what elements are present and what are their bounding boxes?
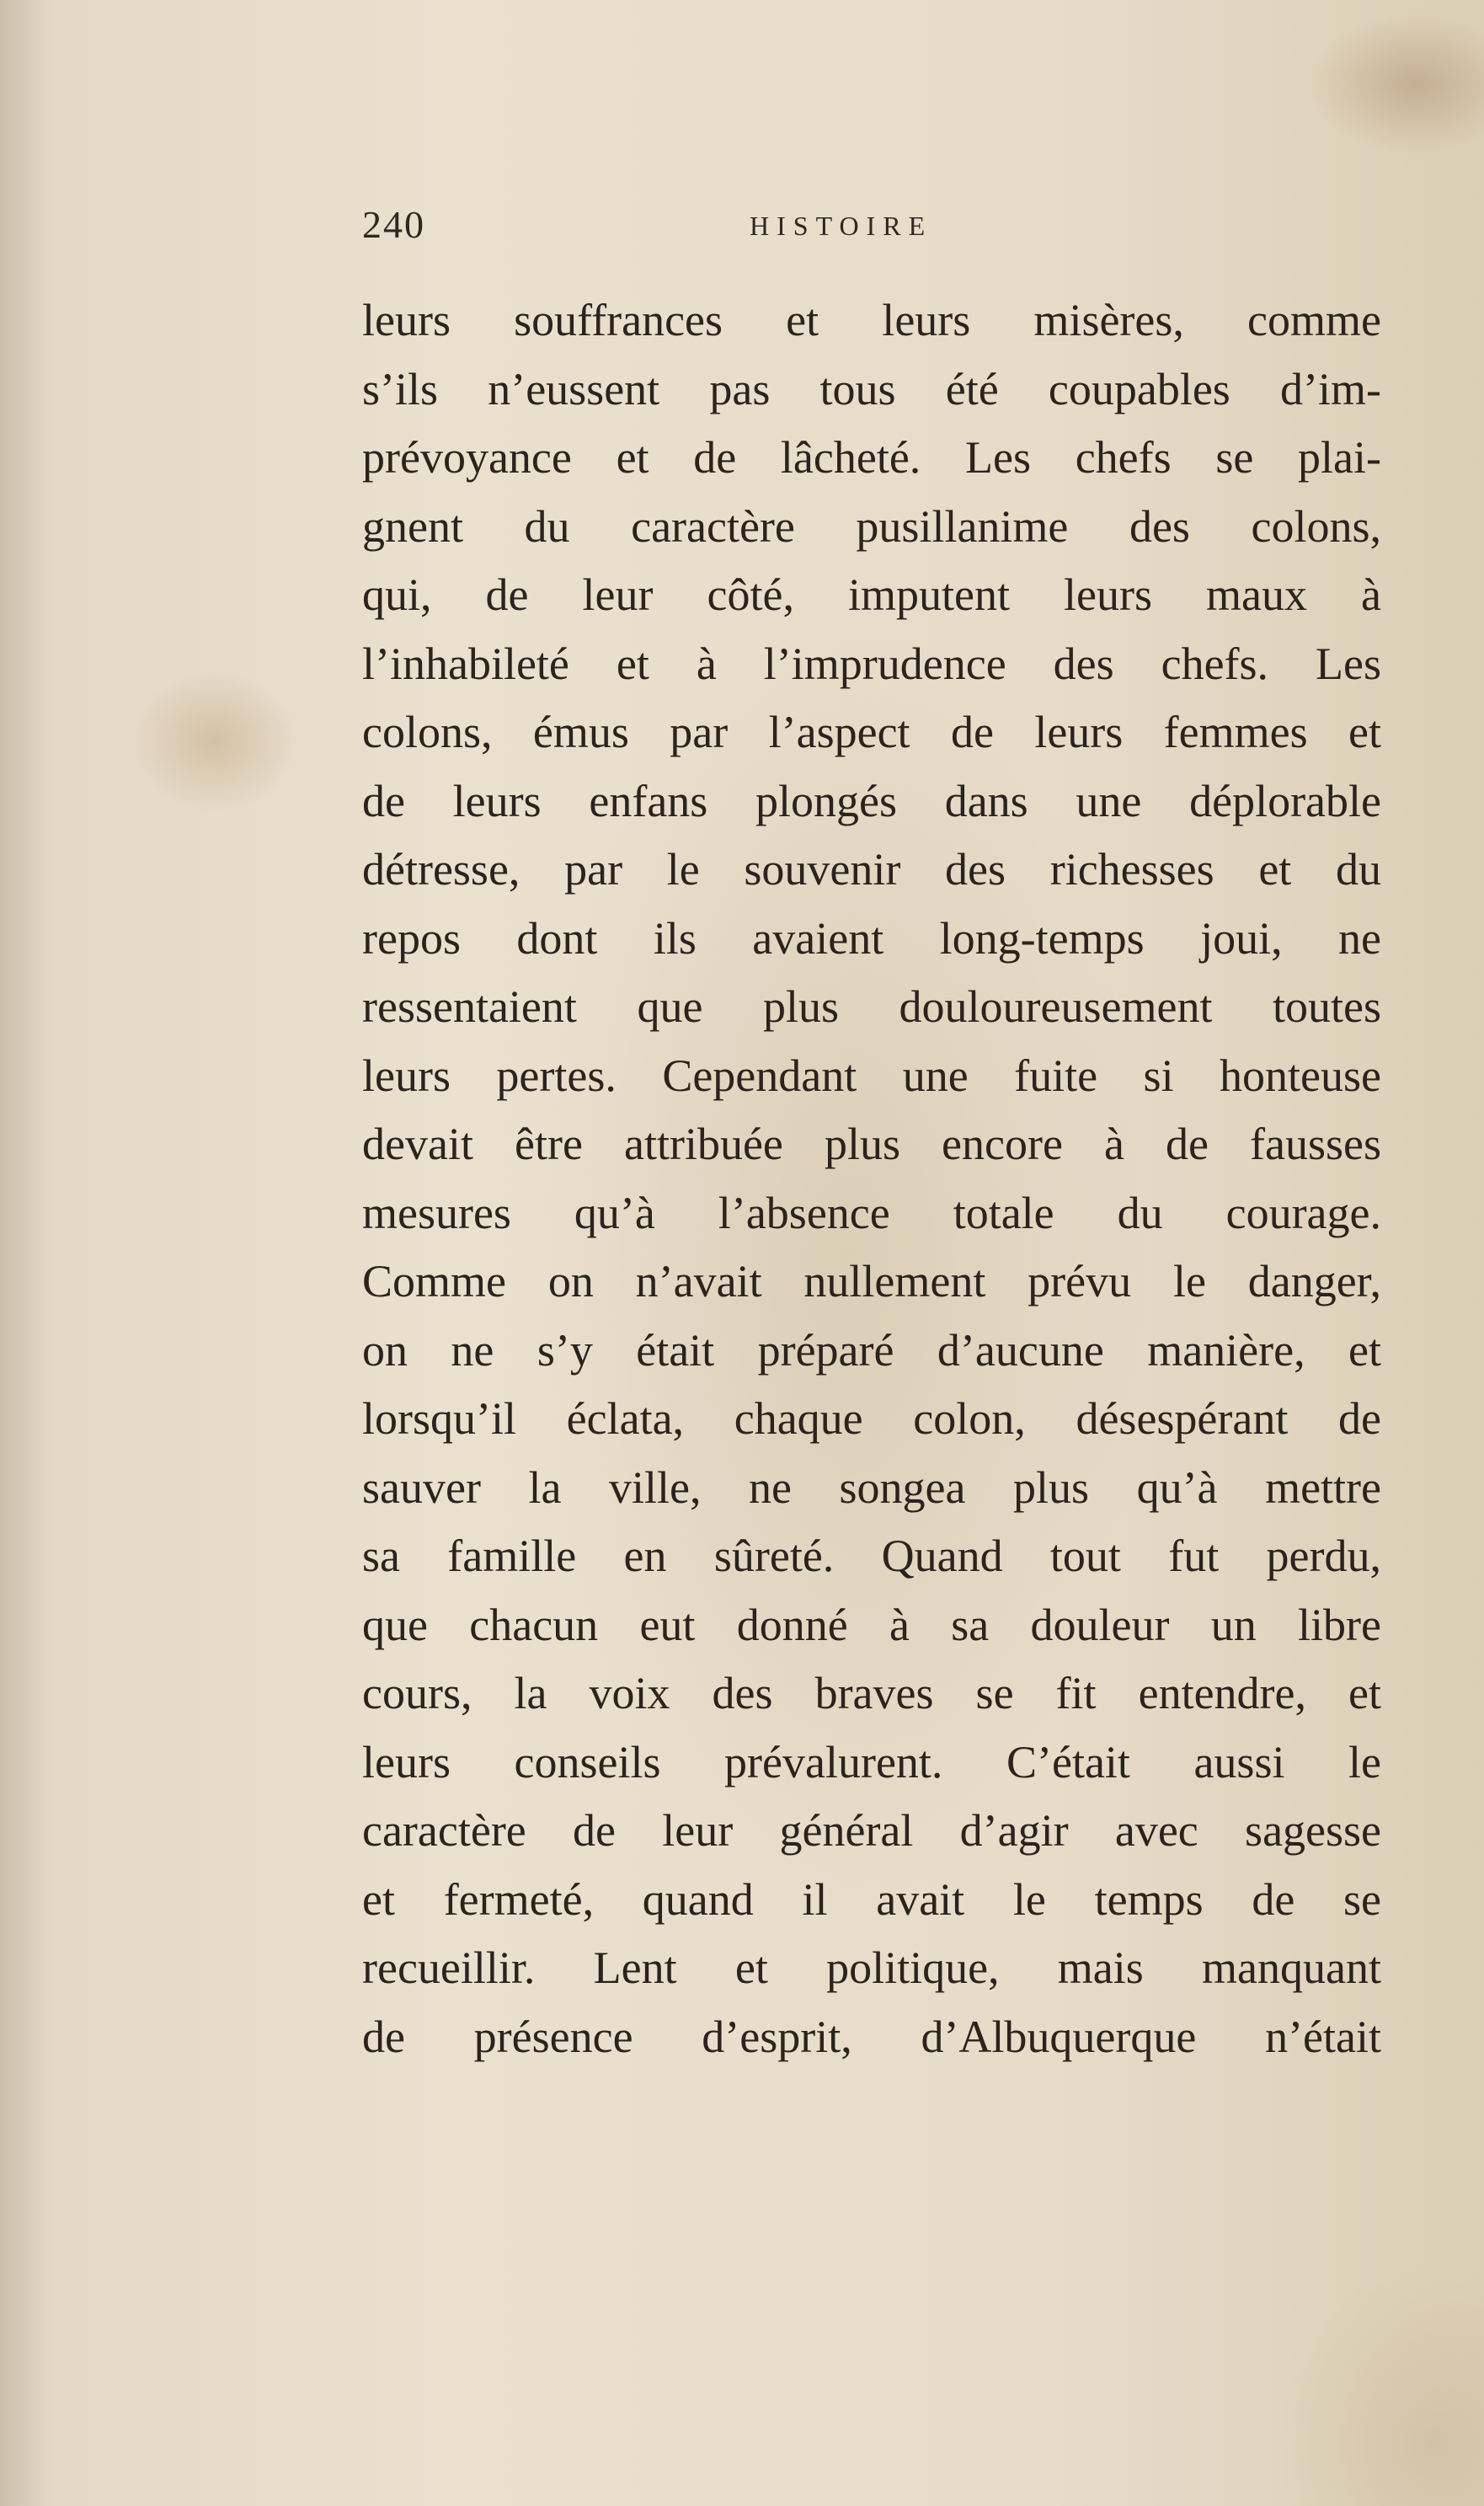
text-line: leurs pertes. Cependant une fuite si honteuse (362, 1050, 1381, 1101)
text-line: gnent du caractère pusillanime des colons, (362, 500, 1381, 552)
text-line: Comme on n’avait nullement prévu le danger, (362, 1256, 1381, 1306)
text-line: l’inhabileté et à l’imprudence des chefs. Les (362, 638, 1381, 689)
text-line: sauver la ville, ne songea plus qu’à mettre (362, 1461, 1381, 1513)
text-line: qui, de leur côté, imputent leurs maux à (362, 569, 1381, 620)
text-line: cours, la voix des braves se fit entendre, et (362, 1668, 1381, 1718)
text-line: devait être attribuée plus encore à de fausses (362, 1119, 1381, 1169)
body-text (362, 286, 1381, 2071)
text-line: de leurs enfans plongés dans une déplorable (362, 775, 1381, 826)
text-line: leurs souffrances et leurs misères, comme (362, 295, 1381, 345)
text-line: leurs conseils prévalurent. C’était aussi le (362, 1736, 1381, 1787)
text-line: s’ils n’eussent pas tous été coupables d’im- (362, 363, 1381, 414)
text-line: repos dont ils avaient long-temps joui, ne (362, 912, 1381, 964)
text-line: que chacun eut donné à sa douleur un libre (362, 1599, 1381, 1650)
text-line: prévoyance et de lâcheté. Les chefs se plai- (362, 432, 1381, 483)
running-head-title: HISTOIRE (750, 211, 933, 241)
text-line: caractère de leur général d’agir avec sagesse (362, 1805, 1381, 1856)
running-head (362, 202, 1398, 261)
text-line: sa famille en sûreté. Quand tout fut perdu, (362, 1531, 1381, 1581)
text-line: mesures qu’à l’absence totale du courage. (362, 1187, 1381, 1238)
page-number: 240 (362, 203, 425, 246)
text-line: on ne s’y était préparé d’aucune manière, et (362, 1324, 1381, 1376)
text-line: colons, émus par l’aspect de leurs femmes et (362, 707, 1381, 757)
binding-shadow (0, 0, 51, 2506)
text-line: détresse, par le souvenir des richesses et du (362, 844, 1381, 895)
text-line: recueillir. Lent et politique, mais manquant (362, 1942, 1381, 1993)
text-line: ressentaient que plus douloureusement toutes (362, 981, 1381, 1032)
text-line: de présence d’esprit, d’Albuquerque n’était (362, 2011, 1381, 2062)
text-line: et fermeté, quand il avait le temps de se (362, 1873, 1381, 1925)
text-line: lorsqu’il éclata, chaque colon, désespérant de (362, 1393, 1381, 1444)
